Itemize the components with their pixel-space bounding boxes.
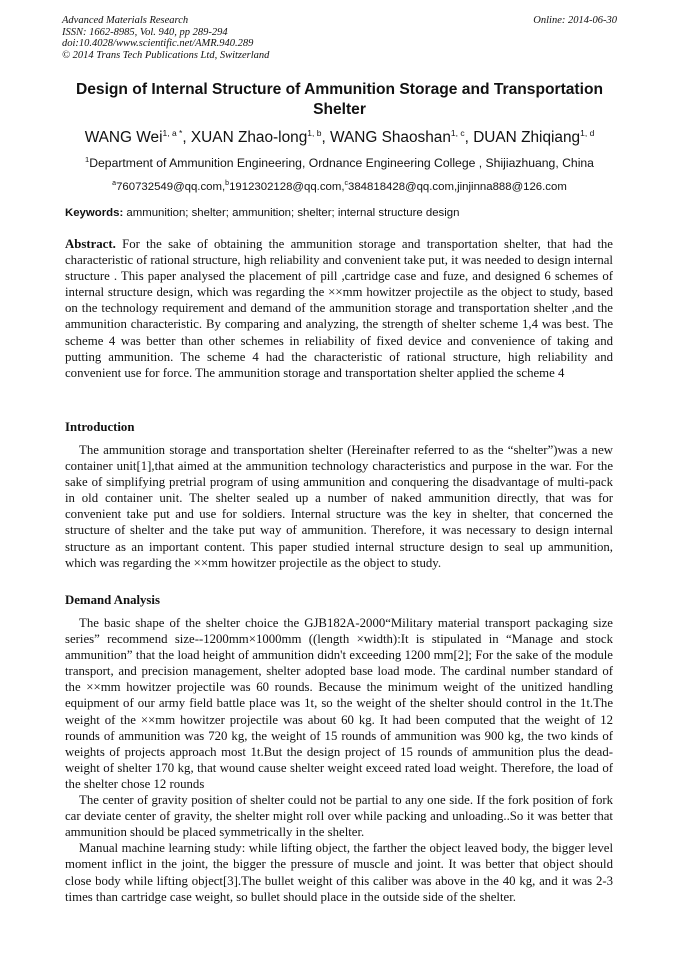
section-heading: Demand Analysis (65, 593, 160, 607)
paper-title: Design of Internal Structure of Ammunition Storage and Transportation Shelter (75, 81, 604, 118)
journal-name: Advanced Materials Research (62, 15, 189, 26)
author: XUAN Zhao-long$^{1, b}$ (190, 128, 322, 147)
section-introduction (65, 419, 613, 571)
abstract-text: For the sake of obtaining the ammunition storage and transportation shelter, that had the characteristic of rational structure, high reliability and convenient take put, it was needed to design internal structure . This paper analysed the placement of pill ,cartridge case and fuze, and designed 6 schemes of internal structure design, which was regarding the ××mm howitzer projectile as the object to study, based on the technology requirement and demand of the ammunition storage and transportation shelter ,and the ammunition characteristic. By comparing and analyzing, the strength of shelter scheme 1,4 was best. The scheme 4 was better than other schemes in reliability of fixed device and convenience of taking and putting ammunition. The scheme 4 had the characteristic of rational structure, high reliability and convenient use for force. The ammunition storage and transportation shelter applied the scheme 4 (65, 237, 613, 380)
page-header (62, 15, 617, 61)
copyright: © 2014 Trans Tech Publications Ltd, Switzerland (62, 49, 270, 61)
abstract-label: Abstract. (65, 237, 116, 251)
section-demand-analysis (65, 592, 613, 905)
keywords-text: ammunition; shelter; ammunition; shelter; internal structure design (126, 207, 460, 219)
online-date: Online: 2014-06-30 (533, 15, 617, 26)
issn: ISSN: 1662-8985, Vol. 940, pp 289-294 (62, 26, 228, 38)
email-link[interactable]: 760732549@qq.com, (116, 180, 226, 193)
paragraph: The ammunition storage and transportation shelter (Hereinafter referred to as the “shelter”)was a new container unit[1],that aimed at the ammunition technology characteristics and purpose in the war. For the sake of simplifying pretrial program of using ammunition and conquering the disadvantage of multi-pack in old container unit. The shelter sealed up a number of naked ammunition directly, that was for convenient take put and use for soldiers. Internal structure was the key in shelter, that concerned the structure of shelter and the take put way of ammunition. Therefore, it was necessary to design internal structure as an important content. This paper studied internal structure design to seal up ammunition, which was regarding the ××mm howitzer projectile as the object to study. (65, 443, 613, 570)
author: WANG Wei$^{1, a *}$ (84, 128, 183, 147)
author-emails: $^a$760732549@qq.com,$^b$1912302128@qq.com,$^c$384818428@qq.com,jinjinna888@126.com (112, 180, 567, 193)
keywords-label: Keywords: (65, 207, 124, 219)
affiliation: $^1$Department of Ammunition Engineering, Ordnance Engineering College , Shijiazhuang, China (85, 155, 594, 171)
author: DUAN Zhiqiang$^{1, d}$ (473, 128, 595, 147)
email-link[interactable]: 384818428@qq.com,jinjinna888@126.com (348, 180, 567, 193)
paragraph: The center of gravity position of shelter could not be partial to any one side. If the fork position of fork car deviate center of gravity, the shelter might roll over while packing and unloading..So it was better that ammunition should be placed symmetrically in the shelter. (65, 793, 613, 840)
abstract (65, 236, 613, 381)
paragraph: Manual machine learning study: while lifting object, the farther the object leaved body, the bigger level moment inflict in the joint, the bigger the pressure of muscle and joint. It was better that object should close body while lifting object[3].The bullet weight of this caliber was above in the 40 kg, and it was 2-3 times than cartridge case weight, so bullet should place in the outside side of the shelter. (65, 841, 613, 904)
author: WANG Shaoshan$^{1, c}$ (330, 128, 465, 147)
paragraph: The basic shape of the shelter choice the GJB182A-2000“Military material transport packaging size series” recommend size--1200mm×1000mm ((length ×width):It is stipulated in “Manage and stock ammunition” that the load height of ammunition didn't exceeding 1200 mm[2]; For the sake of the module transport, and precision management, shelter adopted base load mode. The cardinal number standard of the ××mm howitzer projectile was 60 rounds. Because the minimum weight of the unitized handling equipment of our army field battle place was 1t, so the weight of the shelter should control in the 1t.The weight of the ××mm howitzer projectile was about 60 kg. It had been computed that the weight of 12 rounds of ammunition was 720 kg, the weight of 15 rounds of ammunition was 900 kg, the two kinds of weights of projects approach most 1t.But the design project of 15 rounds of ammunition plus the dead-weight of shelter 170 kg, that wound cause shelter weight exceed rated load weight. Therefore, the load of the shelter chose 12 rounds (65, 616, 613, 791)
email-link[interactable]: 1912302128@qq.com, (229, 180, 345, 193)
keywords (65, 207, 617, 219)
section-heading: Introduction (65, 420, 135, 434)
doi: doi:10.4028/www.scientific.net/AMR.940.289 (62, 38, 254, 50)
author-list: WANG Wei$^{1, a *}$, XUAN Zhao-long$^{1, b}$, WANG Shaoshan$^{1, c}$, DUAN Zhiqiang$^{1, d}$ (84, 128, 595, 147)
